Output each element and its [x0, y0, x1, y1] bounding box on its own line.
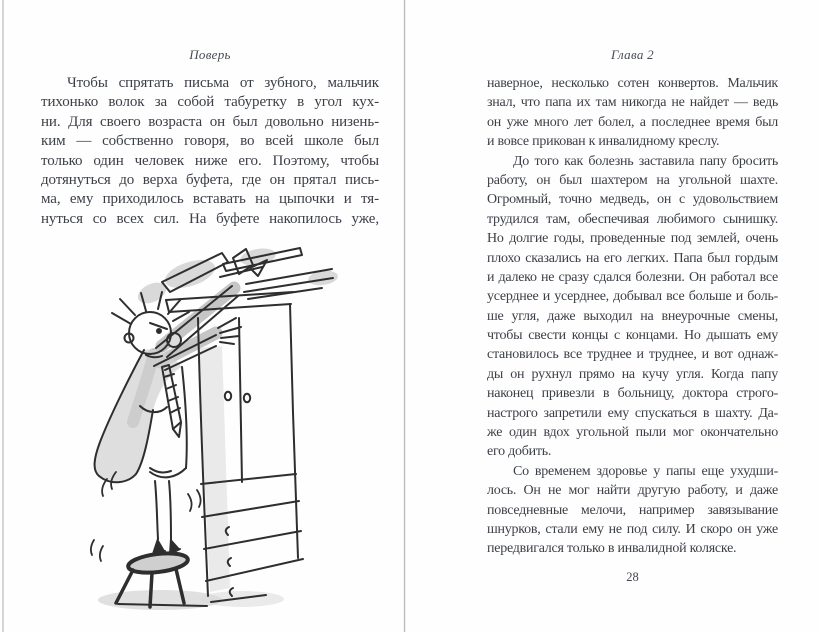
text-line: ни. Для своего возраста он был довольно низень-	[41, 113, 379, 130]
text-line: ше угля, даже выходил на внеурочные смены,	[487, 308, 778, 324]
text-line: только один человек ниже его. Поэтому, чтобы	[41, 152, 379, 169]
text-line: лось. Он не мог найти другую работу, и даже	[487, 483, 778, 499]
illustration-boy-reaching-cupboard	[70, 236, 370, 616]
text-line: становилось все труднее и труднее, и вот однаж-	[487, 347, 778, 363]
page-gutter-divider	[404, 0, 405, 632]
text-line: До того как болезнь заставила папу бросить	[513, 153, 778, 169]
right-text-block	[487, 74, 778, 559]
text-line: Но долгие годы, проведенные под землей, очень	[487, 231, 778, 247]
text-line: наконец привезли в больницу, доктора строго-	[487, 386, 778, 402]
text-line: Чтобы спрятать письма от зубного, мальчик	[67, 75, 379, 91]
text-line: ды он рухнул прямо на кучу угля. Когда папу	[487, 366, 778, 382]
left-text-block	[41, 74, 379, 229]
text-line: работу, он был шахтером на угольной шахте.	[487, 172, 778, 188]
left-edge-line	[2, 0, 4, 632]
text-line: чтобы свести концы с концами. Но дышать ему	[487, 328, 778, 344]
text-line: же один вдох угольной пыли мог окончательно	[487, 425, 778, 441]
text-line: Огромный, точно медведь, он с удовольствием	[487, 192, 778, 208]
text-line: тихонько волок за собой табуретку в угол кух-	[41, 94, 379, 111]
text-line: передвигался только в инвалидной коляске.	[487, 541, 737, 557]
text-line: трудился там, обеспечивая любимого сынишку.	[487, 211, 778, 227]
text-line: усерднее и усерднее, добывал все больше и боль-	[487, 289, 778, 305]
text-line: и вовсе прикован к инвалидному креслу.	[487, 134, 720, 150]
text-line: дотянуться до верха буфета, где он прятал пись-	[41, 171, 379, 188]
motion-lines	[91, 472, 201, 561]
text-line: ким — собственно говоря, во всей школе был	[41, 133, 379, 150]
text-line: он уже много лет болел, а последнее время был	[487, 114, 778, 130]
text-line: настрого запретили ему спускаться в шахту. Да-	[487, 405, 778, 421]
text-line: плохо сказались на его легких. Папа был гордым	[487, 250, 778, 266]
text-line: его добить.	[487, 444, 552, 460]
page-number: 28	[626, 570, 639, 584]
text-line: повседневные мелочи, например завязывание	[487, 502, 778, 518]
text-line: ма, ему приходилось вставать на цыпочки и тя-	[41, 191, 379, 208]
running-head-book-title: Поверь	[189, 47, 231, 62]
text-line: шнурков, стали ему не под силу. И скоро он уже	[487, 521, 778, 537]
text-line: наверное, несколько сотен конвертов. Мальчик	[487, 76, 778, 91]
jacket-wash	[95, 349, 182, 482]
text-line: Со временем здоровье у папы еще ухудши-	[513, 463, 778, 479]
running-head-chapter: Глава 2	[611, 47, 654, 62]
stool-seat	[127, 550, 189, 575]
text-line: и далеко не сразу сдался болезни. Он работал все	[487, 269, 778, 285]
text-line: знал, что папа их там никогда не найдет — ведь	[487, 95, 778, 111]
text-line: нуться со всех сил. На буфете накопилось уже,	[41, 210, 379, 227]
